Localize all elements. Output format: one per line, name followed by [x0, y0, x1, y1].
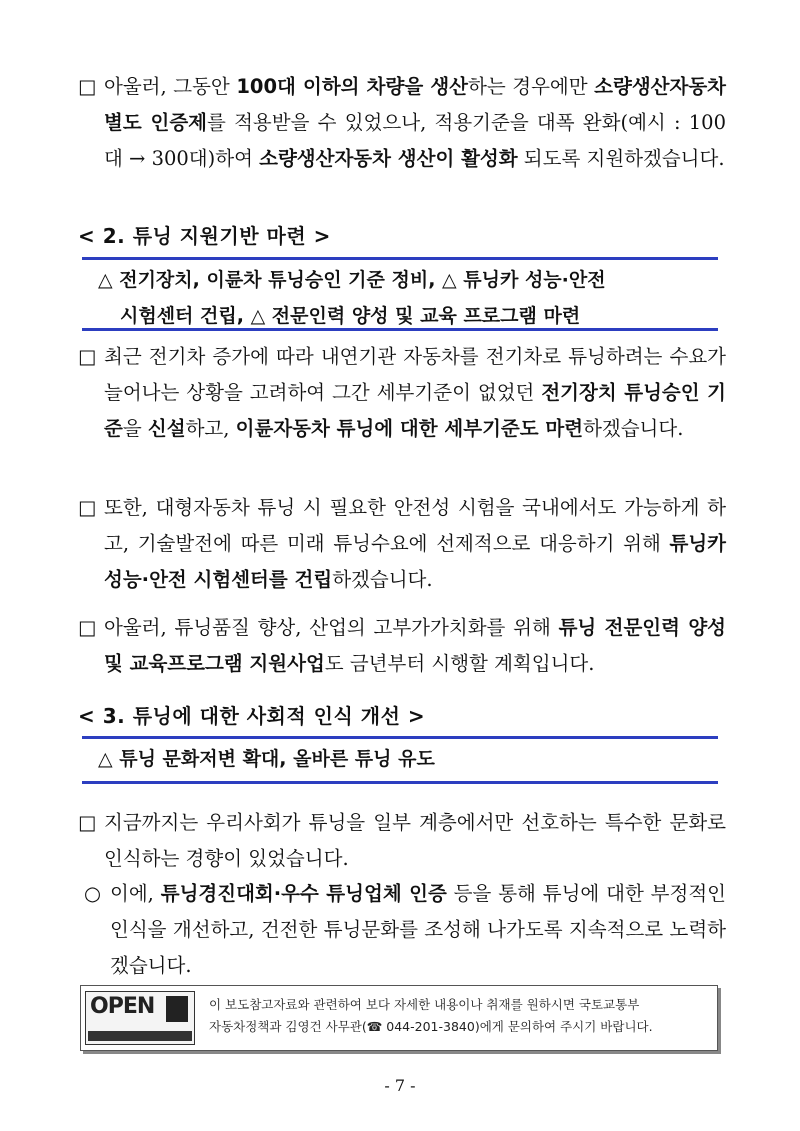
paragraph-4: □ 아울러, 튜닝품질 향상, 산업의 고부가가치화를 위해 튜닝 전문인력 양성 및 교육프로그램 지원사업도 금년부터 시행할 계획입니다. [78, 610, 726, 682]
summary-line-1: △ 전기장치, 이륜차 튜닝승인 기준 정비, △ 튜닝카 성능·안전 [98, 269, 606, 291]
emphasis-text: 소량생산자동차 생산이 활성화 [259, 147, 518, 170]
emphasis-text: 튜닝경진대회·우수 튜닝업체 인증 [160, 882, 447, 905]
square-bullet-icon: □ [78, 345, 97, 368]
contact-notice-box [80, 985, 718, 1051]
summary-line-1: △ 튜닝 문화저변 확대, 올바른 튜닝 유도 [98, 748, 435, 770]
paragraph-5: □ 지금까지는 우리사회가 튜닝을 일부 계층에서만 선호하는 특수한 문화로 인식하는 경향이 있었습니다. [78, 805, 726, 877]
person-icon [166, 996, 188, 1022]
square-bullet-icon: □ [78, 496, 97, 519]
paragraph-1: □ 아울러, 그동안 100대 이하의 차량을 생산하는 경우에만 소량생산자동차 별도 인증제를 적용받을 수 있었으나, 적용기준을 대폭 완화(예시 : 100대 → 300대)하여 소량생산자동차 생산이 활성화 되도록 지원하겠습니다. [78, 69, 726, 177]
emphasis-text: 전기장치 튜닝승인 기준 [104, 381, 726, 440]
circle-bullet-icon: ○ [84, 882, 102, 905]
paragraph-2: □ 최근 전기차 증가에 따라 내연기관 자동차를 전기차로 튜닝하려는 수요가 늘어나는 상황을 고려하여 그간 세부기준이 없었던 전기장치 튜닝승인 기준을 신설하고, 이륜자동차 튜닝에 대한 세부기준도 마련하겠습니다. [78, 339, 726, 447]
page-number: - 7 - [384, 1076, 416, 1095]
summary-line-2: 시험센터 건립, △ 전문인력 양성 및 교육 프로그램 마련 [120, 305, 581, 327]
open-license-logo [85, 991, 195, 1045]
summary-box-2 [82, 257, 718, 331]
license-strip-icon [88, 1031, 192, 1041]
square-bullet-icon: □ [78, 75, 97, 98]
section-2-heading: < 2. 튜닝 지원기반 마련 > [78, 224, 331, 248]
section-3-heading: < 3. 튜닝에 대한 사회적 인식 개선 > [78, 704, 426, 728]
square-bullet-icon: □ [78, 811, 97, 834]
square-bullet-icon: □ [78, 616, 97, 639]
emphasis-text: 신설 [147, 417, 186, 440]
emphasis-text: 100대 이하의 차량을 생산 [236, 75, 468, 98]
emphasis-text: 소량생산자동차 별도 인증제 [104, 75, 726, 134]
emphasis-text: 튜닝카 성능·안전 시험센터를 건립 [104, 532, 726, 591]
open-logo-text: OPEN [90, 994, 155, 1019]
paragraph-6: ○ 이에, 튜닝경진대회·우수 튜닝업체 인증 등을 통해 튜닝에 대한 부정적인 인식을 개선하고, 건전한 튜닝문화를 조성해 나가도록 지속적으로 노력하겠습니다. [84, 876, 726, 984]
contact-notice-text: 이 보도참고자료와 관련하여 보다 자세한 내용이나 취재를 원하시면 국토교통부 자동차정책과 김영건 사무관(☎ 044-201-3840)에게 문의하여 주시기 바랍니다. [209, 997, 653, 1034]
summary-box-3 [82, 736, 718, 784]
emphasis-text: 튜닝 전문인력 양성 및 교육프로그램 지원사업 [104, 616, 726, 675]
emphasis-text: 이륜자동차 튜닝에 대한 세부기준도 마련 [235, 417, 584, 440]
paragraph-3: □ 또한, 대형자동차 튜닝 시 필요한 안전성 시험을 국내에서도 가능하게 하고, 기술발전에 따른 미래 튜닝수요에 선제적으로 대응하기 위해 튜닝카 성능·안전 시험센터를 건립하겠습니다. [78, 490, 726, 598]
